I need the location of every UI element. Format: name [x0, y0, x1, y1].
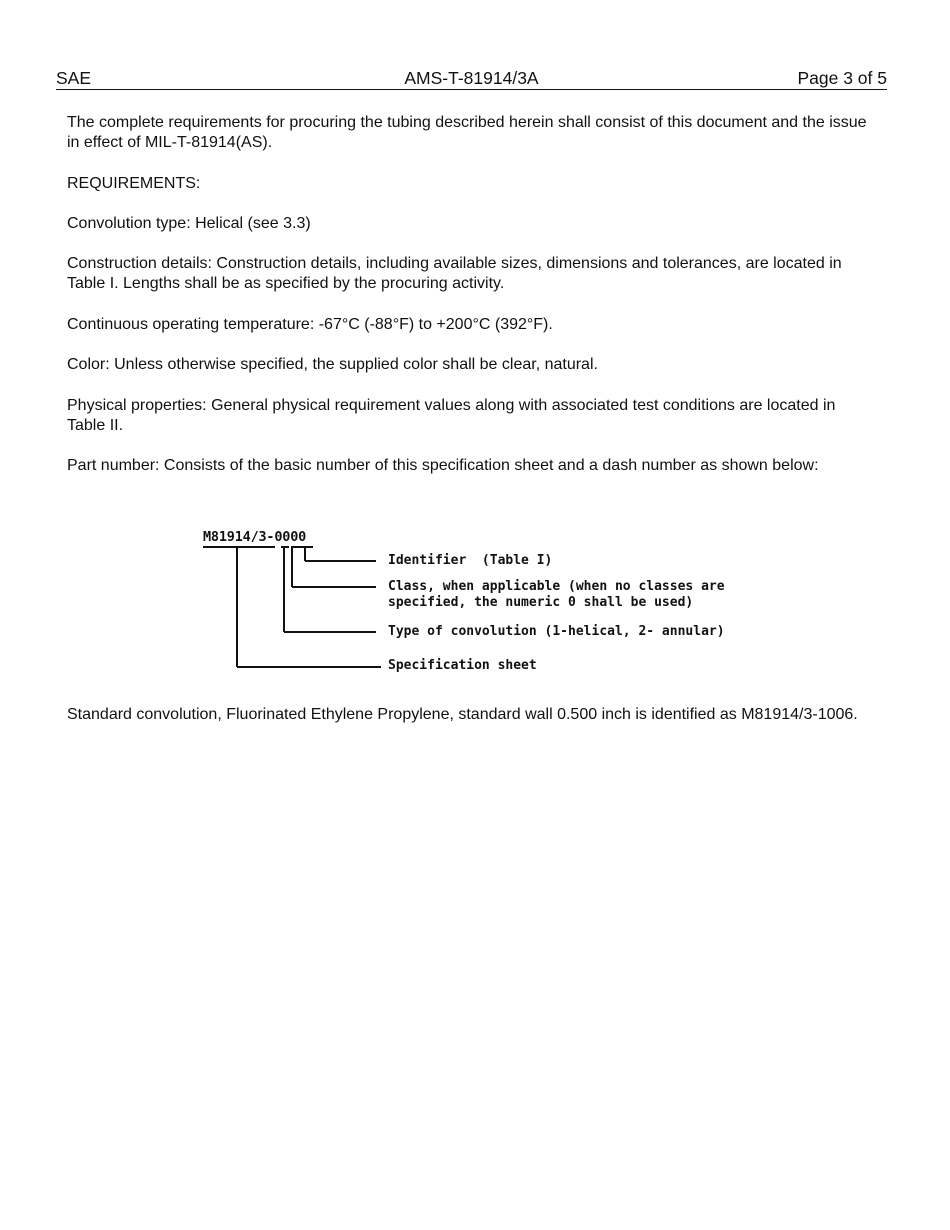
construction-details: Construction details: Construction details, including available sizes, dimensions and tolerances, are located in Table I. Lengths shall be as specified by the procuring activity. — [67, 255, 842, 292]
intro-paragraph: The complete requirements for procuring the tubing described herein shall consist of this document and the issue in effect of MIL-T-81914(AS). — [67, 114, 867, 151]
identifier-label: Identifier (Table I) — [388, 553, 553, 568]
convolution-type-label: Type of convolution (1-helical, 2- annular) — [388, 624, 725, 639]
class-label-line-1: Class, when applicable (when no classes are — [388, 579, 725, 594]
physical-properties: Physical properties: General physical requirement values along with associated test conditions are located in Table II. — [67, 397, 836, 434]
class-label-line-2: specified, the numeric 0 shall be used) — [388, 595, 694, 610]
requirements-heading: REQUIREMENTS: — [67, 175, 201, 192]
example-identification: Standard convolution, Fluorinated Ethylene Propylene, standard wall 0.500 inch is identified as M81914/3-1006. — [67, 706, 858, 723]
header-page-number: Page 3 of 5 — [797, 68, 887, 88]
page-header — [56, 67, 887, 90]
operating-temperature: Continuous operating temperature: -67°C (-88°F) to +200°C (392°F). — [67, 316, 553, 333]
part-number-diagram — [195, 525, 775, 685]
part-number-description: Part number: Consists of the basic number of this specification sheet and a dash number as shown below: — [67, 457, 819, 474]
convolution-type: Convolution type: Helical (see 3.3) — [67, 215, 311, 232]
header-org: SAE — [56, 68, 92, 88]
part-number-template: M81914/3-0000 — [203, 529, 307, 545]
color-requirement: Color: Unless otherwise specified, the supplied color shall be clear, natural. — [67, 356, 598, 373]
specification-sheet-label: Specification sheet — [388, 658, 537, 673]
header-document-number: AMS-T-81914/3A — [404, 68, 539, 88]
